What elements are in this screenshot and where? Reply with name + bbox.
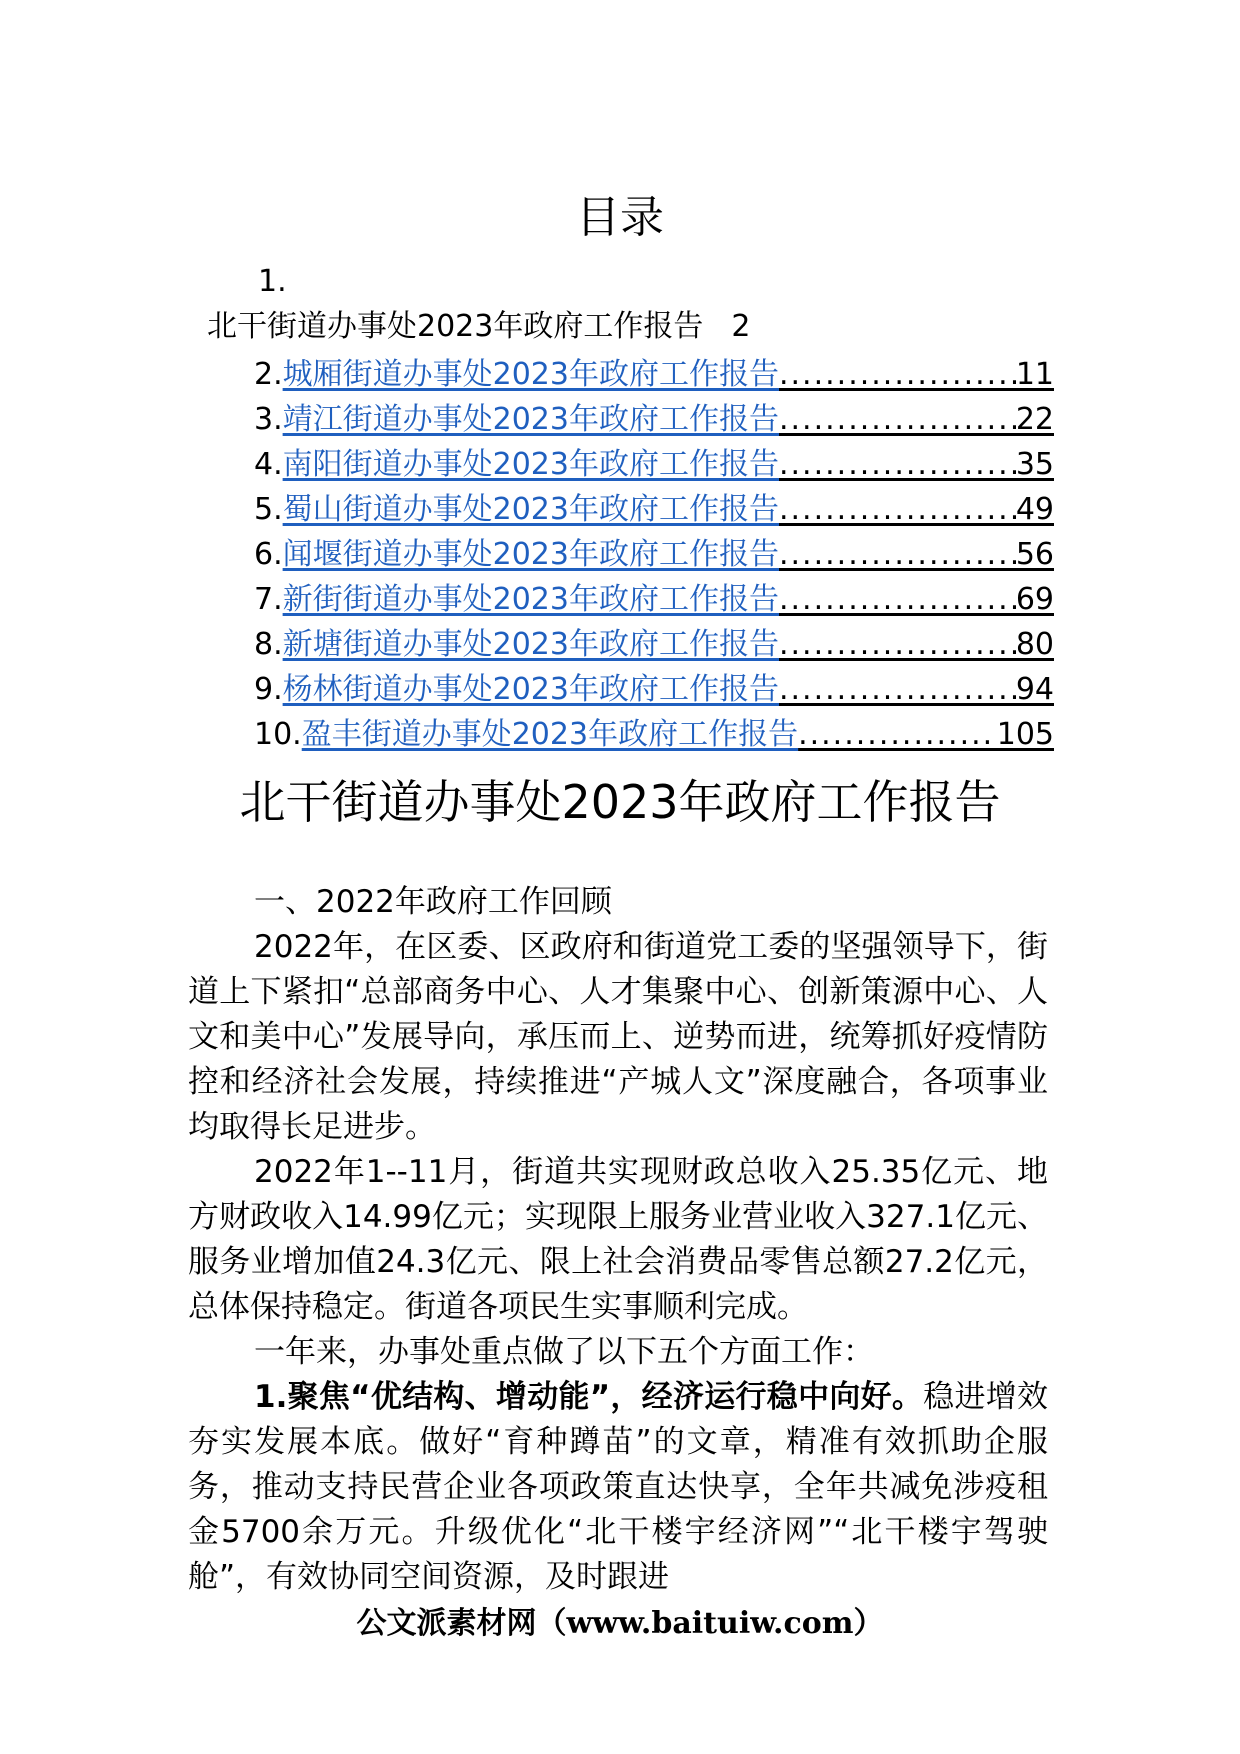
- toc-entry-page: 56: [1015, 537, 1054, 572]
- toc-leader: [779, 397, 1016, 442]
- toc-entry[interactable]: [254, 397, 1054, 442]
- toc-entry[interactable]: [254, 532, 1054, 577]
- toc-entry-1-page: 2: [731, 309, 751, 344]
- toc-entry-1[interactable]: [207, 307, 750, 347]
- toc-leader: [779, 532, 1016, 577]
- toc-entry-number: 8.: [254, 627, 283, 662]
- toc-entry[interactable]: [254, 577, 1054, 622]
- toc-entry-link[interactable]: 杨林街道办事处2023年政府工作报告: [282, 672, 779, 707]
- footer-watermark: 公文派素材网（www.baituiw.com）: [356, 1606, 884, 1641]
- toc-entry-number: 5.: [254, 492, 283, 527]
- toc-entry-link[interactable]: 新塘街道办事处2023年政府工作报告: [282, 627, 779, 662]
- body-paragraph: 2022年1--11月，街道共实现财政总收入25.35亿元、地方财政收入14.99亿元；实现限上服务业营业收入327.1亿元、服务业增加值24.3亿元、限上社会消费品零售总额27.2亿元，总体保持稳定。街道各项民生实事顺利完成。: [188, 1154, 1048, 1325]
- toc-leader: [779, 622, 1016, 667]
- toc-entry-link[interactable]: 蜀山街道办事处2023年政府工作报告: [282, 492, 779, 527]
- toc-entry-link[interactable]: 新街街道办事处2023年政府工作报告: [282, 582, 779, 617]
- body-paragraph: 一年来，办事处重点做了以下五个方面工作：: [254, 1334, 874, 1370]
- document-title: 北干街道办事处2023年政府工作报告: [239, 775, 1001, 829]
- toc-leader: [779, 667, 1016, 712]
- toc-entry-1-label: 北干街道办事处2023年政府工作报告: [207, 309, 704, 344]
- toc-entry-page: 94: [1015, 672, 1054, 707]
- toc-entry[interactable]: [254, 712, 1054, 757]
- toc-entry-number: 4.: [254, 447, 283, 482]
- toc-entry-number: 6.: [254, 537, 283, 572]
- toc-entry-page: 69: [1015, 582, 1054, 617]
- toc-leader: [779, 352, 1016, 397]
- point-heading: 1.聚焦“优结构、增动能”，经济运行稳中向好。: [254, 1379, 924, 1415]
- point-text: 稳进增效夯实发展本底。做好“育种蹲苗”的文章，精准有效抓助企服务，推动支持民营企业各项政策直达快享，全年共减免涉疫租金5700余万元。升级优化“北干楼宇经济网”“北干楼宇驾驶舱”，有效协同空间资源，及时跟进: [188, 1379, 1049, 1595]
- toc-entry-number: 2.: [254, 357, 283, 392]
- toc-entry-number: 10.: [254, 717, 302, 752]
- toc-leader: [779, 442, 1016, 487]
- toc-entry-link[interactable]: 南阳街道办事处2023年政府工作报告: [282, 447, 779, 482]
- toc-entry-number: 9.: [254, 672, 283, 707]
- toc-entry-page: 22: [1015, 402, 1054, 437]
- body-paragraph: [188, 1375, 1048, 1600]
- toc-entry-link[interactable]: 盈丰街道办事处2023年政府工作报告: [301, 717, 799, 752]
- section-heading: 一、2022年政府工作回顾: [254, 884, 612, 920]
- toc-entry[interactable]: [254, 442, 1054, 487]
- body-paragraph: 2022年，在区委、区政府和街道党工委的坚强领导下，街道上下紧扣“总部商务中心、人才集聚中心、创新策源中心、人文和美中心”发展导向，承压而上、逆势而进，统筹抓好疫情防控和经济社会发展，持续推进“产城人文”深度融合，各项事业均取得长足进步。: [188, 929, 1048, 1145]
- toc-leader: [779, 577, 1016, 622]
- toc-entry-number: 7.: [254, 582, 283, 617]
- toc-entry[interactable]: [254, 487, 1054, 532]
- toc-entry-page: 80: [1015, 627, 1054, 662]
- toc-entry[interactable]: [254, 667, 1054, 712]
- toc-leader: [798, 712, 997, 757]
- toc-entry-page: 49: [1015, 492, 1054, 527]
- toc-entry-page: 105: [996, 717, 1054, 752]
- toc-title: 目录: [576, 192, 664, 243]
- toc-entry-link[interactable]: 闻堰街道办事处2023年政府工作报告: [282, 537, 779, 572]
- toc-entry-1-number: 1.: [258, 264, 287, 299]
- toc-entry[interactable]: [254, 622, 1054, 667]
- toc-entry-number: 3.: [254, 402, 283, 437]
- toc-entry-link[interactable]: 靖江街道办事处2023年政府工作报告: [282, 402, 779, 437]
- toc-entry[interactable]: [254, 352, 1054, 397]
- toc-entry-page: 11: [1015, 357, 1054, 392]
- toc-list: [254, 352, 1054, 757]
- toc-entry-page: 35: [1015, 447, 1054, 482]
- toc-entry-link[interactable]: 城厢街道办事处2023年政府工作报告: [282, 357, 779, 392]
- document-body: [188, 880, 1048, 1600]
- toc-leader: [779, 487, 1016, 532]
